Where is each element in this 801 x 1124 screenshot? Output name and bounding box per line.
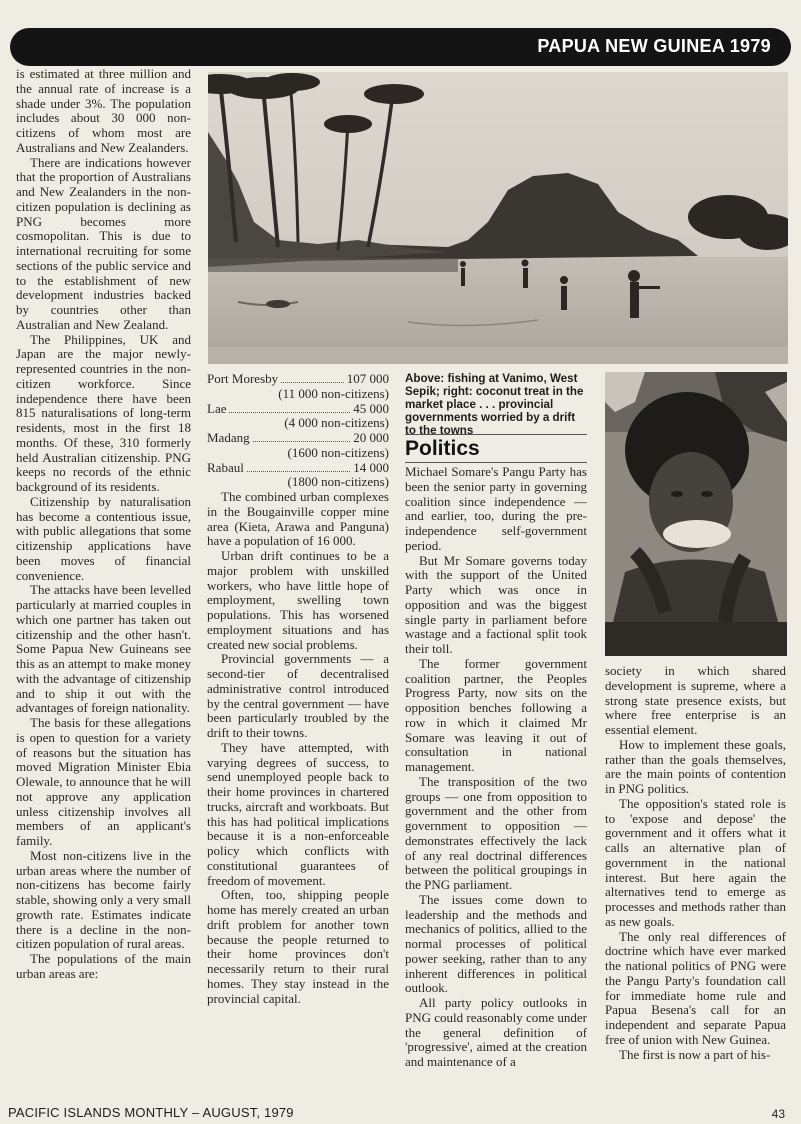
paragraph: But Mr Somare governs today with the support of the United Party which was once in opposition and was the biggest single party in parliament before wastage and a factional split took their toll.: [405, 552, 587, 656]
paragraph: The former government coalition partner, the Peoples Progress Party, now sits on the opposition benches following a row in which it claimed Mr Somare was leaving it out of consultation in national management.: [405, 655, 587, 774]
paragraph: The basis for these allegations is open to question for a variety of reasons but the situation has moved Migration Minister Ebia Olewale, to announce that he will not approve any application unless citizenship involves all members of an applicant's family.: [16, 715, 191, 848]
town-non-citizens: (11 000 non-citizens): [278, 385, 389, 401]
town-population: 14 000: [353, 459, 389, 475]
paragraph: The attacks have been levelled particularly at married couples in which one partner has taken out citizenship and the other hasn't. Some Papua New Guineans see this as an attempt to make money with the advantage of citizenship and to ship it out with the advantages of foreign nationality.: [16, 582, 191, 716]
town-row: [207, 431, 389, 446]
town-row: [207, 461, 389, 476]
photo-caption: Above: fishing at Vanimo, West Sepik; right: coconut treat in the market place . . . provincial governments worried by a drift to the towns: [405, 372, 584, 437]
paragraph: The populations of the main urban areas are:: [16, 951, 191, 981]
paragraph: Urban drift continues to be a major problem with unskilled workers, who have little hope of employment, swelling town populations. This has worsened employment situations and has created new social problems.: [207, 548, 389, 652]
town-name: Madang: [207, 430, 250, 445]
paragraph: The combined urban complexes in the Bougainville copper mine area (Kieta, Arawa and Panguna) have a population of 16 000.: [207, 489, 389, 549]
leader-dots: [247, 471, 350, 472]
coconut-girl-photo: [605, 372, 787, 656]
town-non-citizens: (4 000 non-citizens): [284, 415, 389, 431]
town-population: 45 000: [353, 400, 389, 416]
column-3: [405, 465, 587, 1070]
paragraph: The Philippines, UK and Japan are the major newly-represented countries in the non-citizen workforce. Since independence there have been 815 naturalisations of long-term residents, most in the first 18 months. Of these, 310 formerly held Australian citizenship. PNG keeps no records of the ethnic background of its residents.: [16, 331, 191, 494]
paragraph: There are indications however that the proportion of Australians and New Zealanders in the non-citizen population is declining as PNG becomes more cosmopolitan. This is due to international recruiting for some sections of the public service and to the establishment of new development industries backed by countries other than Australian and New Zealand.: [16, 154, 191, 332]
leader-dots: [229, 412, 350, 413]
paragraph: They have attempted, with varying degrees of success, to send unemployed people back to their home provinces in chartered trucks, aircraft and workboats. But this has had political implications because it is a non-enforceable policy which conflicts with constitutional guarantees of freedom of movement.: [207, 739, 389, 888]
town-non-citizens: (1600 non-citizens): [287, 444, 389, 460]
publication-footer: PACIFIC ISLANDS MONTHLY – AUGUST, 1979: [8, 1105, 294, 1120]
page-title: PAPUA NEW GUINEA 1979: [537, 36, 771, 56]
town-name: Rabaul: [207, 459, 244, 475]
town-population: 20 000: [353, 430, 389, 445]
paragraph: Michael Somare's Pangu Party has been the senior party in governing coalition since independence — and earlier, too, during the pre-independence self-government period.: [405, 464, 587, 553]
paragraph: Citizenship by naturalisation has become a contentious issue, with public allegations that some citizenship applications have been moves of financial convenience.: [16, 493, 191, 583]
paragraph: society in which shared development is supreme, where a strong state presence exists, but where free enterprise is an essential element.: [605, 663, 786, 737]
column-1: [16, 67, 191, 982]
header-banner: [10, 28, 791, 66]
section-heading: Politics: [405, 437, 480, 460]
paragraph: Most non-citizens live in the urban areas where the number of non-citizens has become fairly stable, showing only a very small growth rate. Estimates indicate there is a decline in the non-citizen population of rural areas.: [16, 847, 191, 952]
leader-dots: [253, 441, 351, 442]
beach-fishing-photo: [208, 72, 788, 364]
page-number: 43: [771, 1107, 785, 1121]
paragraph: The issues come down to leadership and the methods and mechanics of politics, allied to the normal processes of political power seeking, rather than to any inherent differences in political outlook.: [405, 891, 587, 996]
paragraph: The transposition of the two groups — one from opposition to government and the other from government to opposition — demonstrates effectively the lack of any real doctrinal differences between the political groupings in the PNG parliament.: [405, 773, 587, 892]
leader-dots: [281, 382, 344, 383]
paragraph: All party policy outlooks in PNG could reasonably come under the general definition of 'progressive', aimed at the creation and maintenance of a: [405, 995, 587, 1069]
paragraph: Often, too, shipping people home has merely created an urban drift problem for another town because the people returned to their home provinces don't necessarily return to their rural homes. They stay instead in the provincial capital.: [207, 887, 389, 1006]
town-name: Lae: [207, 400, 227, 416]
column-4: [605, 664, 786, 1062]
town-row: [207, 372, 389, 387]
town-population: 107 000: [346, 371, 389, 386]
divider: [405, 434, 587, 435]
divider: [405, 462, 587, 463]
paragraph: is estimated at three million and the annual rate of increase is a shade under 3%. The population includes about 30 000 non-citizens of whom most are Australians and New Zealanders.: [16, 66, 191, 155]
paragraph: How to implement these goals, rather than the goals themselves, are the main points of contention in PNG politics.: [605, 736, 786, 796]
town-name: Port Moresby: [207, 371, 279, 386]
paragraph: The opposition's stated role is to 'expose and depose' the government and it offers what it calls an alternative plan of government in the national interest. But here again the alternatives tend to emerge as processes and methods rather than as new goals.: [605, 795, 786, 929]
town-non-citizens: (1800 non-citizens): [287, 474, 389, 490]
town-row: [207, 402, 389, 417]
paragraph: The first is now a part of his-: [619, 1046, 771, 1062]
paragraph: Provincial governments — a second-tier of decentralised administrative control introduced by the central government — have been particularly troubled by the drift to their towns.: [207, 651, 389, 740]
column-2: [207, 372, 389, 1006]
paragraph: The only real differences of doctrine which have ever marked the national politics of PNG were the Pangu Party's foundation call for immediate home rule and Papua Besena's call for an independent and separate Papua free of union with New Guinea.: [605, 928, 786, 1047]
